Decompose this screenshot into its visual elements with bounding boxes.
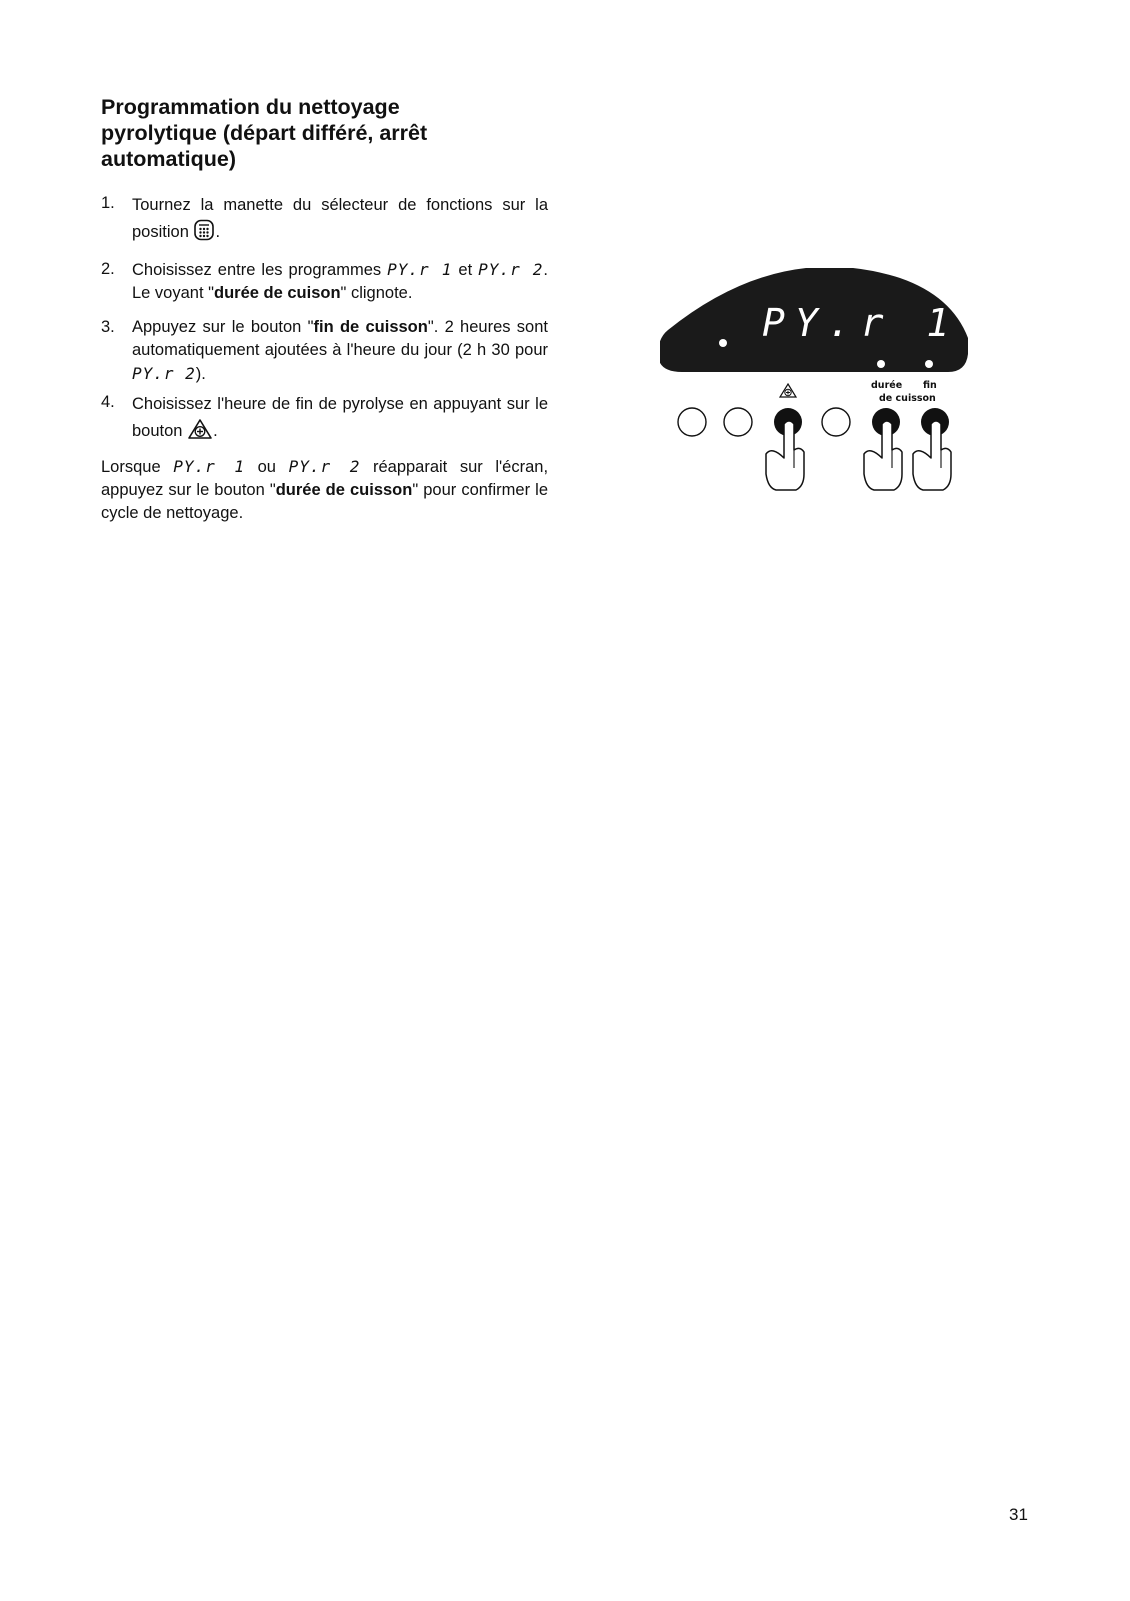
step-number: 4. <box>101 393 115 411</box>
step-text: . Le voyant " <box>132 261 548 302</box>
step-number: 2. <box>101 260 115 278</box>
label-fin: fin <box>923 380 937 391</box>
step-text: ). <box>195 365 206 383</box>
heading-line-1: Programmation du nettoyage <box>101 95 400 119</box>
closing-text: " pour confirmer le cycle de nettoyage. <box>101 481 548 522</box>
heading-line-3: automatique) <box>101 147 236 171</box>
indicator-led-left <box>719 339 727 347</box>
closing-paragraph <box>101 455 548 525</box>
step-text: Tournez la manette du sélecteur de fonctions sur la position <box>132 196 548 241</box>
label-de-cuisson: de cuisson <box>879 393 936 404</box>
program-code-pyr1: PY.r 1 <box>173 457 246 476</box>
step-text: ". 2 heures sont automatiquement ajoutées à l'heure du jour (2 h 30 pour <box>132 318 548 359</box>
step-text: Choisissez entre les programmes <box>132 261 382 279</box>
step-text-end: . <box>213 422 218 440</box>
step-text: Choisissez l'heure de fin de pyrolyse en appuyant sur le bouton <box>132 395 548 440</box>
panel-button-2 <box>724 408 752 436</box>
heading-line-2: pyrolytique (départ différé, arrêt <box>101 121 428 145</box>
step-text: et <box>458 261 473 279</box>
panel-button-4 <box>822 408 850 436</box>
program-code-pyr1: PY.r 1 <box>387 260 453 279</box>
plus-triangle-icon <box>187 418 213 440</box>
program-code-pyr2: PY.r 2 <box>132 364 196 383</box>
display-readout: PY.r 1 <box>762 301 960 345</box>
closing-text: Lorsque <box>101 458 161 476</box>
closing-text: réapparait sur l'écran, appuyez sur le bouton " <box>101 458 549 499</box>
step-number: 3. <box>101 318 115 336</box>
step-bold-text: fin de cuisson <box>313 318 428 336</box>
plus-symbol-icon <box>780 384 796 397</box>
page-number: 31 <box>1009 1505 1028 1524</box>
step-bold-text: durée de cuison <box>214 284 341 302</box>
pyrolysis-position-icon <box>193 219 215 241</box>
program-code-pyr2: PY.r 2 <box>478 260 544 279</box>
closing-text: ou <box>257 458 276 476</box>
step-3 <box>101 316 548 386</box>
step-number: 1. <box>101 194 115 212</box>
program-code-pyr2: PY.r 2 <box>288 457 361 476</box>
indicator-led-fin <box>925 360 933 368</box>
control-panel-drawing <box>660 268 990 508</box>
indicator-led-duree <box>877 360 885 368</box>
step-1 <box>101 192 548 246</box>
section-heading <box>101 94 561 172</box>
step-text: Appuyez sur le bouton " <box>132 318 314 336</box>
step-text-end: . <box>215 223 221 241</box>
step-text: " clignote. <box>340 284 413 302</box>
label-duree: durée <box>871 380 903 391</box>
closing-bold-text: durée de cuisson <box>275 481 413 499</box>
control-panel-illustration <box>660 268 990 508</box>
step-4 <box>101 391 548 445</box>
step-2 <box>101 258 548 305</box>
panel-button-1 <box>678 408 706 436</box>
